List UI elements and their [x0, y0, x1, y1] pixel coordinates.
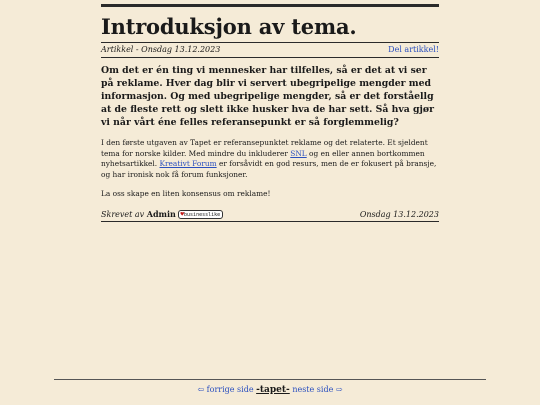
author-name[interactable]: Admin — [146, 208, 176, 219]
byline-date: Onsdag 13.12.2023 — [359, 209, 439, 219]
byline-prefix: Skrevet av — [101, 209, 145, 219]
snl-link[interactable]: SNL — [290, 148, 307, 158]
article-lead: Om det er én ting vi mennesker har tilfelles, så er det at vi ser på reklame. Hver dag blir vi servert ubegripelige mengder med informasjon. Og med ubegripelige mengder, så er det forståellg at de fleste rett og slett ikke husker hva de har sett. Så hva gjør vi når vårt éne felles referansepunkt er så forglemmelig? — [101, 65, 435, 128]
article-paragraph — [101, 138, 439, 180]
share-article-link[interactable]: Del artikkel! — [388, 45, 439, 54]
byline — [101, 208, 223, 221]
byline-rule — [101, 221, 439, 222]
badge-label: businesslike — [184, 212, 221, 218]
article-body — [101, 138, 439, 200]
tag-link[interactable]: -tapet- — [256, 385, 290, 395]
paragraph-text: I den første utgaven av Tapet er referansepunktet reklame og det relaterte. Et sjeldent tema for norske kilder. Med mindre du inkluderer — [101, 138, 428, 158]
byline-row — [101, 208, 439, 221]
paragraph-text: og en eller annen bortkommen nyhetsartikkel. — [101, 148, 425, 168]
kreativt-forum-link[interactable]: Kreativt Forum — [159, 159, 217, 168]
top-rule — [101, 4, 439, 7]
author-badge — [178, 210, 223, 219]
article — [101, 4, 439, 222]
previous-page-link[interactable]: ⇦ forrige side — [197, 385, 254, 394]
paragraph-text: er forsåvidt en god resurs, men de er fokusert på bransje, og har ironisk nok få forum funksjoner. — [101, 159, 437, 179]
next-page-link[interactable]: neste side ⇨ — [292, 385, 343, 394]
article-meta-row — [101, 43, 439, 57]
article-meta: Artikkel - Onsdag 13.12.2023 — [101, 45, 221, 54]
article-paragraph-closing: La oss skape en liten konsensus om reklame! — [101, 189, 271, 198]
footer-rule — [54, 379, 486, 380]
page-navigation — [0, 384, 540, 396]
article-title: Introduksjon av tema. — [101, 14, 357, 39]
heart-icon: ♥ — [180, 211, 185, 218]
meta-rule — [101, 57, 439, 58]
